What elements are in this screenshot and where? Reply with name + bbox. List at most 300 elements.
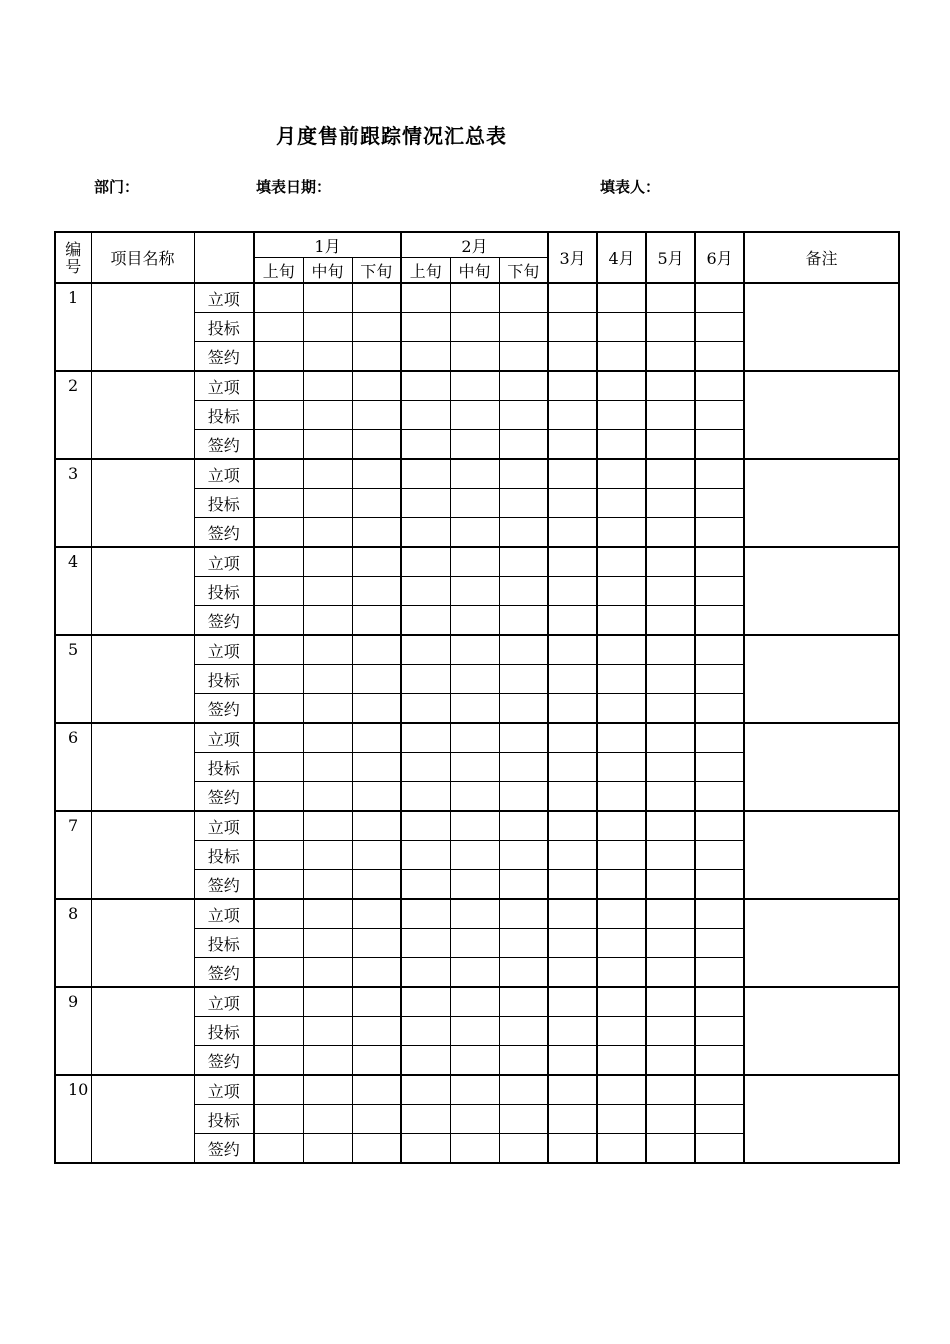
- remarks-cell[interactable]: [744, 899, 899, 987]
- entry-cell[interactable]: [303, 811, 352, 841]
- entry-cell[interactable]: [450, 547, 499, 577]
- entry-cell[interactable]: [548, 342, 597, 372]
- entry-cell[interactable]: [548, 987, 597, 1017]
- entry-cell[interactable]: [352, 283, 401, 313]
- entry-cell[interactable]: [450, 899, 499, 929]
- entry-cell[interactable]: [303, 459, 352, 489]
- entry-cell[interactable]: [401, 929, 450, 958]
- entry-cell[interactable]: [597, 958, 646, 988]
- entry-cell[interactable]: [695, 870, 744, 900]
- remarks-cell[interactable]: [744, 987, 899, 1075]
- entry-cell[interactable]: [254, 371, 303, 401]
- entry-cell[interactable]: [597, 841, 646, 870]
- entry-cell[interactable]: [499, 870, 548, 900]
- entry-cell[interactable]: [254, 635, 303, 665]
- entry-cell[interactable]: [499, 1105, 548, 1134]
- entry-cell[interactable]: [597, 606, 646, 636]
- entry-cell[interactable]: [695, 606, 744, 636]
- entry-cell[interactable]: [548, 753, 597, 782]
- entry-cell[interactable]: [597, 547, 646, 577]
- entry-cell[interactable]: [548, 283, 597, 313]
- entry-cell[interactable]: [401, 430, 450, 460]
- entry-cell[interactable]: [597, 635, 646, 665]
- entry-cell[interactable]: [401, 401, 450, 430]
- entry-cell[interactable]: [548, 870, 597, 900]
- entry-cell[interactable]: [499, 958, 548, 988]
- entry-cell[interactable]: [303, 929, 352, 958]
- remarks-cell[interactable]: [744, 1075, 899, 1163]
- entry-cell[interactable]: [352, 899, 401, 929]
- entry-cell[interactable]: [597, 371, 646, 401]
- entry-cell[interactable]: [450, 635, 499, 665]
- entry-cell[interactable]: [597, 987, 646, 1017]
- entry-cell[interactable]: [450, 811, 499, 841]
- entry-cell[interactable]: [646, 665, 695, 694]
- entry-cell[interactable]: [695, 1017, 744, 1046]
- entry-cell[interactable]: [499, 283, 548, 313]
- entry-cell[interactable]: [548, 577, 597, 606]
- entry-cell[interactable]: [695, 518, 744, 548]
- entry-cell[interactable]: [401, 1046, 450, 1076]
- entry-cell[interactable]: [303, 723, 352, 753]
- entry-cell[interactable]: [450, 958, 499, 988]
- entry-cell[interactable]: [597, 782, 646, 812]
- entry-cell[interactable]: [548, 606, 597, 636]
- entry-cell[interactable]: [597, 753, 646, 782]
- entry-cell[interactable]: [254, 958, 303, 988]
- project-name-cell[interactable]: [91, 371, 194, 459]
- entry-cell[interactable]: [695, 342, 744, 372]
- entry-cell[interactable]: [695, 723, 744, 753]
- entry-cell[interactable]: [499, 782, 548, 812]
- entry-cell[interactable]: [695, 577, 744, 606]
- entry-cell[interactable]: [352, 723, 401, 753]
- entry-cell[interactable]: [254, 929, 303, 958]
- entry-cell[interactable]: [352, 870, 401, 900]
- entry-cell[interactable]: [254, 518, 303, 548]
- entry-cell[interactable]: [450, 489, 499, 518]
- entry-cell[interactable]: [352, 577, 401, 606]
- entry-cell[interactable]: [695, 1075, 744, 1105]
- entry-cell[interactable]: [254, 899, 303, 929]
- entry-cell[interactable]: [548, 371, 597, 401]
- entry-cell[interactable]: [548, 1105, 597, 1134]
- entry-cell[interactable]: [548, 958, 597, 988]
- entry-cell[interactable]: [646, 635, 695, 665]
- entry-cell[interactable]: [548, 665, 597, 694]
- entry-cell[interactable]: [303, 958, 352, 988]
- entry-cell[interactable]: [548, 430, 597, 460]
- entry-cell[interactable]: [450, 870, 499, 900]
- entry-cell[interactable]: [401, 635, 450, 665]
- entry-cell[interactable]: [401, 547, 450, 577]
- entry-cell[interactable]: [646, 577, 695, 606]
- entry-cell[interactable]: [254, 1046, 303, 1076]
- entry-cell[interactable]: [695, 694, 744, 724]
- project-name-cell[interactable]: [91, 283, 194, 371]
- entry-cell[interactable]: [695, 430, 744, 460]
- project-name-cell[interactable]: [91, 899, 194, 987]
- entry-cell[interactable]: [548, 1046, 597, 1076]
- entry-cell[interactable]: [597, 1075, 646, 1105]
- entry-cell[interactable]: [695, 371, 744, 401]
- entry-cell[interactable]: [303, 1017, 352, 1046]
- entry-cell[interactable]: [695, 782, 744, 812]
- entry-cell[interactable]: [646, 342, 695, 372]
- entry-cell[interactable]: [401, 723, 450, 753]
- entry-cell[interactable]: [695, 547, 744, 577]
- entry-cell[interactable]: [646, 929, 695, 958]
- project-name-cell[interactable]: [91, 1075, 194, 1163]
- entry-cell[interactable]: [254, 342, 303, 372]
- entry-cell[interactable]: [646, 313, 695, 342]
- entry-cell[interactable]: [646, 283, 695, 313]
- entry-cell[interactable]: [597, 518, 646, 548]
- entry-cell[interactable]: [597, 1105, 646, 1134]
- entry-cell[interactable]: [352, 606, 401, 636]
- entry-cell[interactable]: [352, 342, 401, 372]
- entry-cell[interactable]: [254, 723, 303, 753]
- entry-cell[interactable]: [548, 694, 597, 724]
- entry-cell[interactable]: [548, 811, 597, 841]
- entry-cell[interactable]: [499, 313, 548, 342]
- entry-cell[interactable]: [597, 723, 646, 753]
- entry-cell[interactable]: [303, 518, 352, 548]
- entry-cell[interactable]: [499, 430, 548, 460]
- entry-cell[interactable]: [548, 1075, 597, 1105]
- entry-cell[interactable]: [499, 342, 548, 372]
- entry-cell[interactable]: [352, 635, 401, 665]
- entry-cell[interactable]: [303, 1134, 352, 1164]
- entry-cell[interactable]: [303, 782, 352, 812]
- entry-cell[interactable]: [499, 606, 548, 636]
- entry-cell[interactable]: [499, 577, 548, 606]
- entry-cell[interactable]: [646, 1134, 695, 1164]
- entry-cell[interactable]: [352, 958, 401, 988]
- entry-cell[interactable]: [597, 313, 646, 342]
- entry-cell[interactable]: [548, 489, 597, 518]
- project-name-cell[interactable]: [91, 723, 194, 811]
- entry-cell[interactable]: [254, 987, 303, 1017]
- entry-cell[interactable]: [450, 283, 499, 313]
- remarks-cell[interactable]: [744, 547, 899, 635]
- entry-cell[interactable]: [401, 489, 450, 518]
- entry-cell[interactable]: [352, 929, 401, 958]
- entry-cell[interactable]: [303, 870, 352, 900]
- entry-cell[interactable]: [450, 401, 499, 430]
- entry-cell[interactable]: [450, 371, 499, 401]
- entry-cell[interactable]: [499, 841, 548, 870]
- entry-cell[interactable]: [254, 606, 303, 636]
- entry-cell[interactable]: [254, 430, 303, 460]
- entry-cell[interactable]: [450, 665, 499, 694]
- entry-cell[interactable]: [352, 694, 401, 724]
- entry-cell[interactable]: [646, 606, 695, 636]
- entry-cell[interactable]: [450, 518, 499, 548]
- entry-cell[interactable]: [303, 987, 352, 1017]
- entry-cell[interactable]: [450, 929, 499, 958]
- entry-cell[interactable]: [646, 1105, 695, 1134]
- entry-cell[interactable]: [597, 401, 646, 430]
- entry-cell[interactable]: [646, 782, 695, 812]
- entry-cell[interactable]: [695, 313, 744, 342]
- entry-cell[interactable]: [254, 401, 303, 430]
- entry-cell[interactable]: [450, 1075, 499, 1105]
- entry-cell[interactable]: [499, 371, 548, 401]
- entry-cell[interactable]: [450, 430, 499, 460]
- entry-cell[interactable]: [695, 899, 744, 929]
- entry-cell[interactable]: [597, 1134, 646, 1164]
- entry-cell[interactable]: [303, 841, 352, 870]
- entry-cell[interactable]: [450, 1134, 499, 1164]
- entry-cell[interactable]: [646, 753, 695, 782]
- entry-cell[interactable]: [450, 1017, 499, 1046]
- entry-cell[interactable]: [646, 841, 695, 870]
- entry-cell[interactable]: [401, 1075, 450, 1105]
- entry-cell[interactable]: [303, 489, 352, 518]
- entry-cell[interactable]: [254, 811, 303, 841]
- entry-cell[interactable]: [352, 1105, 401, 1134]
- entry-cell[interactable]: [303, 577, 352, 606]
- entry-cell[interactable]: [646, 371, 695, 401]
- entry-cell[interactable]: [548, 723, 597, 753]
- entry-cell[interactable]: [499, 723, 548, 753]
- entry-cell[interactable]: [401, 459, 450, 489]
- entry-cell[interactable]: [695, 987, 744, 1017]
- entry-cell[interactable]: [695, 283, 744, 313]
- entry-cell[interactable]: [401, 841, 450, 870]
- entry-cell[interactable]: [352, 811, 401, 841]
- entry-cell[interactable]: [352, 841, 401, 870]
- entry-cell[interactable]: [254, 577, 303, 606]
- entry-cell[interactable]: [352, 489, 401, 518]
- entry-cell[interactable]: [254, 870, 303, 900]
- entry-cell[interactable]: [254, 753, 303, 782]
- entry-cell[interactable]: [695, 841, 744, 870]
- entry-cell[interactable]: [352, 1134, 401, 1164]
- entry-cell[interactable]: [401, 371, 450, 401]
- entry-cell[interactable]: [548, 459, 597, 489]
- entry-cell[interactable]: [303, 401, 352, 430]
- entry-cell[interactable]: [597, 577, 646, 606]
- entry-cell[interactable]: [254, 547, 303, 577]
- entry-cell[interactable]: [450, 782, 499, 812]
- entry-cell[interactable]: [499, 547, 548, 577]
- entry-cell[interactable]: [548, 313, 597, 342]
- entry-cell[interactable]: [548, 518, 597, 548]
- entry-cell[interactable]: [695, 401, 744, 430]
- project-name-cell[interactable]: [91, 547, 194, 635]
- entry-cell[interactable]: [254, 283, 303, 313]
- entry-cell[interactable]: [548, 929, 597, 958]
- entry-cell[interactable]: [303, 606, 352, 636]
- entry-cell[interactable]: [401, 665, 450, 694]
- entry-cell[interactable]: [499, 1046, 548, 1076]
- entry-cell[interactable]: [499, 665, 548, 694]
- entry-cell[interactable]: [450, 841, 499, 870]
- project-name-cell[interactable]: [91, 635, 194, 723]
- entry-cell[interactable]: [597, 283, 646, 313]
- entry-cell[interactable]: [352, 1046, 401, 1076]
- entry-cell[interactable]: [303, 665, 352, 694]
- entry-cell[interactable]: [548, 401, 597, 430]
- entry-cell[interactable]: [597, 1046, 646, 1076]
- entry-cell[interactable]: [352, 1017, 401, 1046]
- entry-cell[interactable]: [646, 723, 695, 753]
- entry-cell[interactable]: [401, 811, 450, 841]
- entry-cell[interactable]: [303, 283, 352, 313]
- entry-cell[interactable]: [401, 518, 450, 548]
- entry-cell[interactable]: [499, 694, 548, 724]
- entry-cell[interactable]: [499, 1017, 548, 1046]
- entry-cell[interactable]: [548, 1017, 597, 1046]
- entry-cell[interactable]: [695, 811, 744, 841]
- entry-cell[interactable]: [548, 841, 597, 870]
- entry-cell[interactable]: [646, 987, 695, 1017]
- entry-cell[interactable]: [401, 1105, 450, 1134]
- entry-cell[interactable]: [695, 958, 744, 988]
- entry-cell[interactable]: [499, 459, 548, 489]
- entry-cell[interactable]: [695, 635, 744, 665]
- entry-cell[interactable]: [695, 1105, 744, 1134]
- entry-cell[interactable]: [597, 665, 646, 694]
- entry-cell[interactable]: [401, 577, 450, 606]
- entry-cell[interactable]: [646, 958, 695, 988]
- entry-cell[interactable]: [646, 489, 695, 518]
- entry-cell[interactable]: [254, 841, 303, 870]
- entry-cell[interactable]: [254, 694, 303, 724]
- entry-cell[interactable]: [646, 459, 695, 489]
- entry-cell[interactable]: [646, 811, 695, 841]
- entry-cell[interactable]: [303, 1046, 352, 1076]
- entry-cell[interactable]: [646, 1046, 695, 1076]
- entry-cell[interactable]: [352, 987, 401, 1017]
- entry-cell[interactable]: [597, 459, 646, 489]
- entry-cell[interactable]: [548, 635, 597, 665]
- entry-cell[interactable]: [646, 870, 695, 900]
- entry-cell[interactable]: [548, 782, 597, 812]
- entry-cell[interactable]: [646, 1017, 695, 1046]
- entry-cell[interactable]: [401, 606, 450, 636]
- entry-cell[interactable]: [352, 371, 401, 401]
- entry-cell[interactable]: [646, 401, 695, 430]
- entry-cell[interactable]: [303, 753, 352, 782]
- entry-cell[interactable]: [450, 753, 499, 782]
- entry-cell[interactable]: [450, 1105, 499, 1134]
- entry-cell[interactable]: [548, 1134, 597, 1164]
- entry-cell[interactable]: [352, 518, 401, 548]
- entry-cell[interactable]: [450, 577, 499, 606]
- entry-cell[interactable]: [352, 430, 401, 460]
- entry-cell[interactable]: [254, 665, 303, 694]
- entry-cell[interactable]: [597, 1017, 646, 1046]
- entry-cell[interactable]: [597, 489, 646, 518]
- entry-cell[interactable]: [499, 987, 548, 1017]
- entry-cell[interactable]: [303, 547, 352, 577]
- entry-cell[interactable]: [401, 899, 450, 929]
- entry-cell[interactable]: [303, 694, 352, 724]
- entry-cell[interactable]: [401, 313, 450, 342]
- entry-cell[interactable]: [254, 459, 303, 489]
- entry-cell[interactable]: [401, 753, 450, 782]
- entry-cell[interactable]: [352, 547, 401, 577]
- entry-cell[interactable]: [597, 694, 646, 724]
- entry-cell[interactable]: [401, 1017, 450, 1046]
- entry-cell[interactable]: [303, 342, 352, 372]
- entry-cell[interactable]: [303, 1075, 352, 1105]
- entry-cell[interactable]: [450, 313, 499, 342]
- entry-cell[interactable]: [548, 547, 597, 577]
- entry-cell[interactable]: [499, 899, 548, 929]
- entry-cell[interactable]: [499, 929, 548, 958]
- entry-cell[interactable]: [254, 313, 303, 342]
- remarks-cell[interactable]: [744, 459, 899, 547]
- entry-cell[interactable]: [695, 665, 744, 694]
- entry-cell[interactable]: [254, 1134, 303, 1164]
- entry-cell[interactable]: [499, 518, 548, 548]
- entry-cell[interactable]: [499, 401, 548, 430]
- entry-cell[interactable]: [499, 1134, 548, 1164]
- entry-cell[interactable]: [597, 342, 646, 372]
- entry-cell[interactable]: [303, 430, 352, 460]
- remarks-cell[interactable]: [744, 811, 899, 899]
- entry-cell[interactable]: [450, 694, 499, 724]
- entry-cell[interactable]: [695, 753, 744, 782]
- entry-cell[interactable]: [303, 1105, 352, 1134]
- entry-cell[interactable]: [646, 518, 695, 548]
- entry-cell[interactable]: [352, 782, 401, 812]
- entry-cell[interactable]: [303, 899, 352, 929]
- entry-cell[interactable]: [450, 987, 499, 1017]
- entry-cell[interactable]: [352, 459, 401, 489]
- entry-cell[interactable]: [450, 606, 499, 636]
- entry-cell[interactable]: [597, 899, 646, 929]
- entry-cell[interactable]: [352, 313, 401, 342]
- entry-cell[interactable]: [646, 694, 695, 724]
- entry-cell[interactable]: [597, 811, 646, 841]
- entry-cell[interactable]: [450, 723, 499, 753]
- entry-cell[interactable]: [352, 1075, 401, 1105]
- entry-cell[interactable]: [254, 1105, 303, 1134]
- entry-cell[interactable]: [254, 489, 303, 518]
- entry-cell[interactable]: [254, 1017, 303, 1046]
- entry-cell[interactable]: [597, 430, 646, 460]
- entry-cell[interactable]: [646, 1075, 695, 1105]
- remarks-cell[interactable]: [744, 283, 899, 371]
- entry-cell[interactable]: [597, 929, 646, 958]
- remarks-cell[interactable]: [744, 635, 899, 723]
- entry-cell[interactable]: [352, 753, 401, 782]
- entry-cell[interactable]: [450, 459, 499, 489]
- entry-cell[interactable]: [646, 430, 695, 460]
- entry-cell[interactable]: [401, 694, 450, 724]
- entry-cell[interactable]: [695, 1134, 744, 1164]
- entry-cell[interactable]: [695, 1046, 744, 1076]
- entry-cell[interactable]: [450, 1046, 499, 1076]
- project-name-cell[interactable]: [91, 459, 194, 547]
- entry-cell[interactable]: [254, 782, 303, 812]
- entry-cell[interactable]: [401, 987, 450, 1017]
- project-name-cell[interactable]: [91, 987, 194, 1075]
- remarks-cell[interactable]: [744, 723, 899, 811]
- entry-cell[interactable]: [401, 283, 450, 313]
- entry-cell[interactable]: [254, 1075, 303, 1105]
- entry-cell[interactable]: [646, 547, 695, 577]
- entry-cell[interactable]: [303, 371, 352, 401]
- entry-cell[interactable]: [695, 459, 744, 489]
- entry-cell[interactable]: [401, 870, 450, 900]
- entry-cell[interactable]: [499, 1075, 548, 1105]
